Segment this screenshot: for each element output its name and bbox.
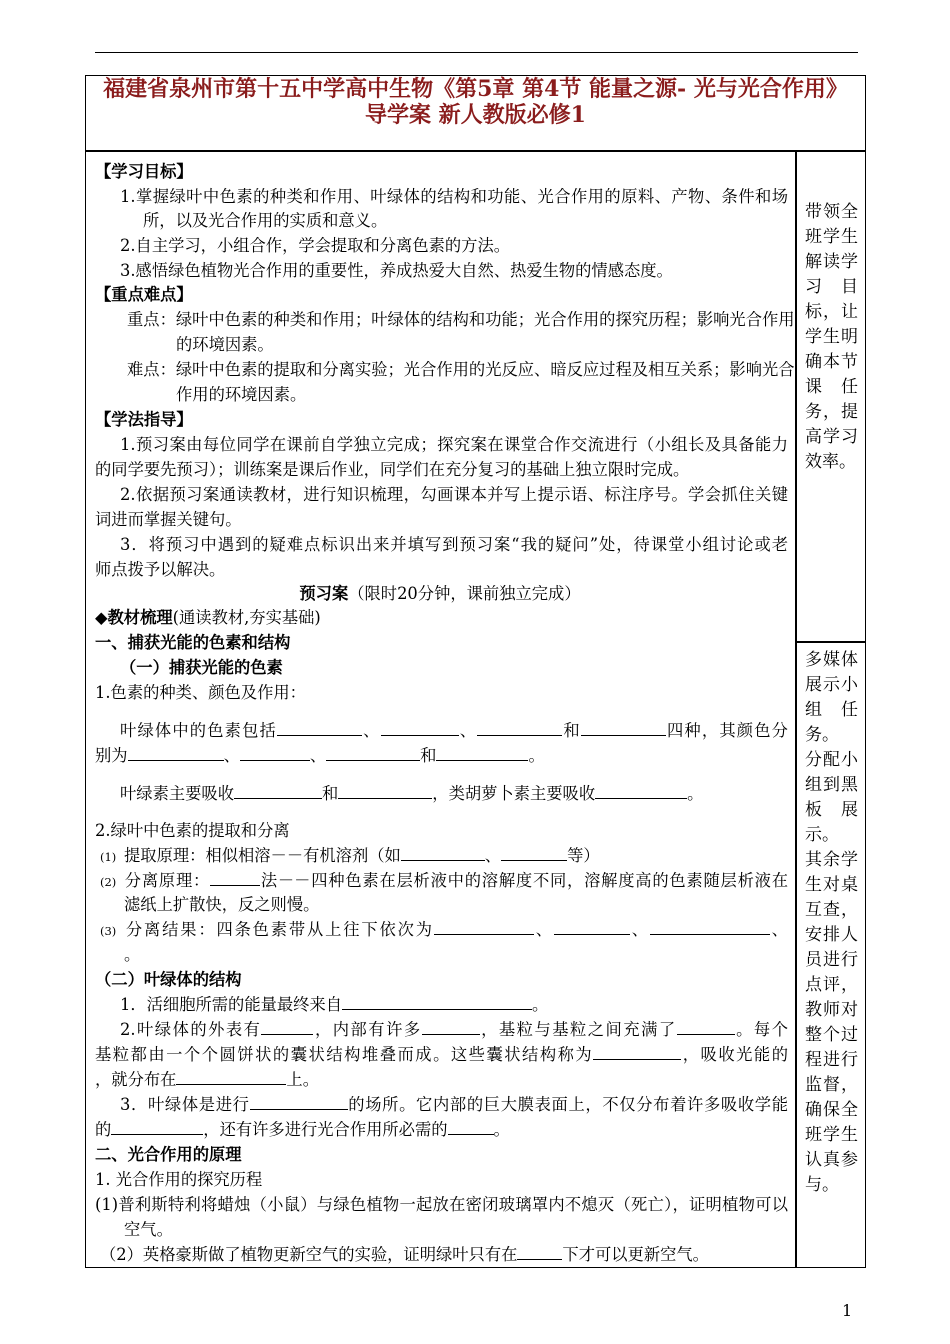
fill-text: 分离原理： [124, 871, 211, 890]
fill-line [120, 1018, 788, 1042]
answer-blank [234, 782, 322, 799]
textbook-sort-note: (通读教材,夯实基础) [172, 608, 321, 627]
fill-text: 和 [420, 746, 437, 765]
fill-text: 。 [493, 1120, 510, 1139]
subsection-heading: （一）捕获光能的色素 [120, 658, 283, 677]
answer-blank [436, 744, 528, 761]
fill-line [120, 1093, 788, 1117]
fill-text: 四种，其颜色分 [665, 721, 788, 740]
title-row-divider [85, 150, 866, 152]
fill-text: 上。 [286, 1070, 319, 1089]
method-line: 师点拨予以解决。 [95, 560, 226, 579]
answer-blank [401, 844, 485, 861]
method-heading: 【学法指导】 [95, 410, 193, 429]
fill-line-continuation: 滤纸上扩散快，反之则慢。 [124, 895, 320, 914]
fill-line [100, 918, 788, 942]
teaching-note-goals [805, 200, 858, 475]
answer-blank [422, 1018, 480, 1035]
fill-text: 、 [533, 920, 554, 939]
answer-blank [650, 918, 770, 935]
answer-blank [595, 782, 687, 799]
answer-blank [517, 1243, 562, 1260]
answer-blank [581, 719, 666, 736]
method-line: 1.预习案由每位同学在课前自学独立完成；探究案在课堂合作交流进行（小组长及具备能力 [120, 435, 788, 454]
fill-text: 叶绿体中的色素包括 [120, 721, 277, 740]
fill-line [95, 1118, 510, 1142]
key-point-line: 的环境因素。 [176, 335, 274, 354]
history-line: 空气。 [124, 1220, 173, 1239]
answer-blank [593, 1043, 681, 1060]
answer-blank [338, 782, 432, 799]
teaching-note-text: 分配小组到黑板展示。 [805, 750, 858, 845]
fill-text: ，类胡萝卜素主要吸收 [432, 784, 596, 803]
goal-line: 2.自主学习，小组合作，学会提取和分离色素的方法。 [120, 236, 511, 255]
method-line: 3．将预习中遇到的疑难点标识出来并填写到预习案“我的疑问”处，待课堂小组讨论或老 [120, 535, 788, 554]
answer-blank [326, 744, 420, 761]
fill-text: ，内部有许多 [313, 1020, 422, 1039]
answer-blank [210, 869, 260, 886]
answer-blank [111, 1118, 203, 1135]
item-number: (3) [100, 924, 117, 938]
fill-text: 下才可以更新空气。 [562, 1245, 709, 1264]
fill-text: 提取原理：相似相溶－－有机溶剂（如 [124, 846, 401, 865]
history-line: (1)普利斯特利将蜡烛（小鼠）与绿色植物一起放在密闭玻璃罩内不熄灭（死亡），证明植物可以 [95, 1195, 788, 1214]
fill-line [120, 993, 548, 1017]
fill-text: 、 [362, 721, 381, 740]
fill-text: ，吸收光能的 [681, 1045, 788, 1064]
teaching-note-activity [805, 648, 858, 1198]
fill-text: 别为 [95, 746, 128, 765]
fill-text: 。 [532, 995, 549, 1014]
textbook-sort-label: ◆教材梳理 [95, 608, 173, 627]
fill-text: 3．叶绿体是进行 [120, 1095, 250, 1114]
notes-cell-divider [795, 641, 866, 643]
question-title: 1.色素的种类、颜色及作用： [95, 683, 306, 702]
fill-text: ，基粒与基粒之间充满了 [479, 1020, 677, 1039]
item-number: (1) [100, 850, 117, 864]
answer-blank [677, 1018, 735, 1035]
answer-blank [128, 744, 224, 761]
fill-text: ，还有许多进行光合作用所必需的 [203, 1120, 448, 1139]
fill-text: 、 [769, 920, 788, 939]
teaching-note-text: 多媒体展示小组任务。 [805, 650, 858, 745]
key-point-line: 重点：绿叶中色素的种类和作用；叶绿体的结构和功能；光合作用的探究历程；影响光合作用 [127, 310, 795, 329]
answer-blank [176, 1068, 286, 1085]
fill-text: 、 [629, 920, 650, 939]
fill-text: 的 [95, 1120, 112, 1139]
fill-text: （2）英格豪斯做了植物更新空气的实验，证明绿叶只有在 [100, 1245, 518, 1264]
fill-line [120, 782, 703, 806]
subsection-heading: （二）叶绿体的结构 [95, 970, 242, 989]
page-number: 1 [842, 1301, 853, 1320]
fill-text: 等） [567, 846, 600, 865]
answer-blank [342, 993, 532, 1010]
fill-text: 和 [562, 721, 581, 740]
fill-text: 。每个 [734, 1020, 788, 1039]
fill-text: 、 [484, 846, 502, 865]
goal-line: 所，以及光合作用的实质和意义。 [143, 211, 388, 230]
fill-text: 基粒都由一个个圆饼状的囊状结构堆叠而成。这些囊状结构称为 [95, 1045, 594, 1064]
fill-line [100, 844, 600, 868]
header-rule [95, 52, 858, 53]
fill-text: 、 [458, 721, 478, 740]
answer-blank [240, 744, 310, 761]
fill-line [100, 1243, 709, 1267]
method-line: 2.依据预习案通读教材，进行知识梳理，勾画课本并写上提示语、标注序号。学会抓住关键 [120, 485, 788, 504]
fill-text: 2.叶绿体的外表有 [120, 1020, 262, 1039]
answer-blank [277, 719, 362, 736]
teaching-note-text: 带领全班学生解读学习目标，让学生明确本节课任务，提高学习效率。 [805, 202, 858, 472]
fill-text: 的场所。它内部的巨大膜表面上，不仅分布着许多吸收学能 [347, 1095, 788, 1114]
answer-blank [434, 918, 534, 935]
fill-text: 叶绿素主要吸收 [120, 784, 234, 803]
preview-title-note: （限时20分钟，课前独立完成） [348, 584, 581, 603]
fill-text: 法－－四种色素在层析液中的溶解度不同，溶解度高的色素随层析液在 [260, 871, 788, 890]
notes-column-divider [795, 150, 797, 1268]
key-point-line: 作用的环境因素。 [176, 385, 307, 404]
fill-line [95, 1068, 319, 1092]
answer-blank [477, 719, 562, 736]
textbook-sort-line [95, 606, 321, 630]
fill-text: 、 [223, 746, 240, 765]
fill-line [120, 719, 788, 743]
fill-line [95, 744, 545, 768]
answer-blank [448, 1118, 494, 1135]
goal-line: 3.感悟绿色植物光合作用的重要性，养成热爱大自然、热爱生物的情感态度。 [120, 261, 673, 280]
method-line: 的同学要先预习）；训练案是课后作业，同学们在充分复习的基础上独立限时完成。 [95, 460, 690, 479]
section-heading: 一、捕获光能的色素和结构 [95, 633, 291, 652]
fill-line [95, 1043, 788, 1067]
key-point-line: 难点：绿叶中色素的提取和分离实验；光合作用的光反应、暗反应过程及相互关系；影响光合 [127, 360, 795, 379]
document-title-line1: 福建省泉州市第十五中学高中生物《第5章 第4节 能量之源- 光与光合作用》 [103, 76, 848, 102]
item-number: (2) [100, 875, 117, 889]
fill-text: 1．活细胞所需的能量最终来自 [120, 995, 343, 1014]
answer-blank [250, 1093, 348, 1110]
goals-heading: 【学习目标】 [95, 162, 193, 181]
document-title-line2: 导学案 新人教版必修1 [365, 102, 586, 128]
fill-text: 。 [528, 746, 545, 765]
answer-blank [501, 844, 567, 861]
fill-text: 。 [687, 784, 704, 803]
teaching-note-text: 其余学生对桌互查，安排人员进行点评，教师对整个过程进行监督，确保全班学生认真参与。 [805, 850, 858, 1195]
preview-title-bold: 预习案 [299, 584, 349, 603]
answer-blank [554, 918, 630, 935]
key-points-heading: 【重点难点】 [95, 285, 193, 304]
fill-text: ，就分布在 [95, 1070, 177, 1089]
fill-text: 和 [321, 784, 339, 803]
question-title: 2.绿叶中色素的提取和分离 [95, 821, 290, 840]
method-line: 词进而掌握关键句。 [95, 510, 242, 529]
fill-text: 、 [309, 746, 327, 765]
fill-text: 分离结果：四条色素带从上往下依次为 [124, 920, 434, 939]
goal-line: 1.掌握绿叶中色素的种类和作用、叶绿体的结构和功能、光合作用的原料、产物、条件和场 [120, 187, 788, 206]
fill-line-continuation: 。 [124, 945, 141, 964]
answer-blank [261, 1018, 313, 1035]
preview-title [85, 582, 795, 606]
answer-blank [381, 719, 459, 736]
fill-line [100, 869, 788, 893]
section-heading: 二、光合作用的原理 [95, 1145, 242, 1164]
question-title: 1. 光合作用的探究历程 [95, 1170, 263, 1189]
